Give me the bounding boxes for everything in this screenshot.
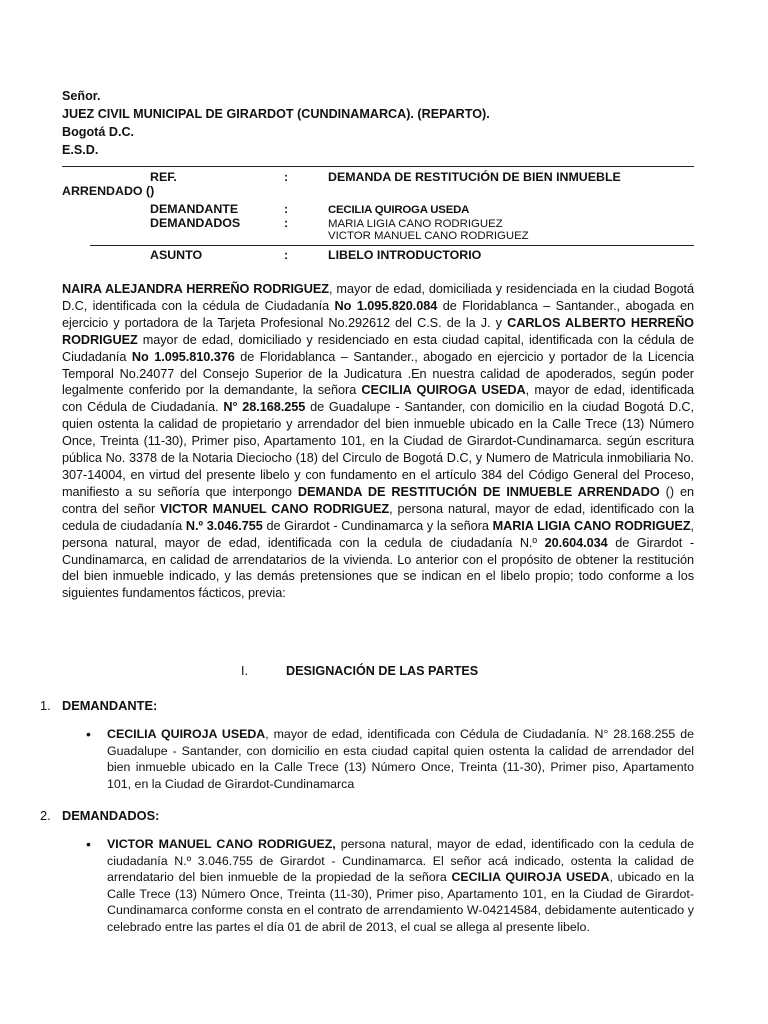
city: Bogotá D.C. <box>62 125 135 139</box>
demandante-label: DEMANDANTE <box>150 202 239 216</box>
list-item-demandado <box>86 836 694 936</box>
plaintiff-name: CECILIA QUIROGA USEDA <box>361 383 526 398</box>
plaintiff-name: CECILIA QUIROJA USEDA <box>107 727 266 741</box>
section-number: I. <box>241 664 248 678</box>
defendant-2-name: MARIA LIGIA CANO RODRIGUEZ <box>492 518 691 533</box>
body-text: , mayor de edad, identificada con Cédula de Ciudadanía. <box>62 383 695 415</box>
bullet-icon: • <box>86 836 91 852</box>
body-text: , persona natural, mayor de edad, identificada con la cedula de ciudadanía N.º <box>62 518 694 550</box>
salutation: Señor. <box>62 89 101 103</box>
item-heading-demandante <box>40 698 157 713</box>
body-text: de Guadalupe - Santander, con domicilio en la ciudad Bogotá D.C, quien ostenta la calidad de propietario y arrendador del bien inmueble ubicado en la Calle Trece (13) Número Once, Treinta (11-30), Primer piso, Apartamento 101, en la Ciudad de Girardot-Cundinamarca. según escritura pública No. 3378 de la Notaria Dieciocho (18) del Circulo de Bogotá D.C, y Numero de Matricula inmobiliaria No. 307-14004, en virtud del presente libelo y con fundamento en el artículo 384 del Código General del Proceso, manifiesto a su señoría que interpongo <box>62 400 695 499</box>
demandados-row-2 <box>62 230 694 242</box>
item-number: 1. <box>40 698 51 713</box>
demandados-row <box>62 216 694 230</box>
body-text: , mayor de edad, identificada con Cédula de Ciudadanía. N° 28.168.255 de Guadalupe - Santander, con domicilio en esta ciudad capital quien ostenta la calidad de arrendador del bien inmueble ubicado en la Calle Trece (13) Número Once, Treinta (11-30), Primer piso, Apartamento 101, en la Ciudad de Girardot-Cundinamarca <box>107 727 694 791</box>
claim-title: DEMANDA DE RESTITUCIÓN DE INMUEBLE ARRENDADO <box>297 484 660 499</box>
demandante-colon: : <box>284 202 289 216</box>
demandante-row <box>62 202 694 216</box>
body-text: de Girardot - Cundinamarca, en calidad de arrendatarios de la vivienda. Lo anterior con el propósito de obtener la restitución del bien inmueble indicado, y las demás pretensiones que se indican en el libelo propio; todo conforme a los siguientes fundamentos fácticos, previa: <box>62 535 694 601</box>
esd-line: E.S.D. <box>62 143 99 157</box>
defendant-1-name: VICTOR MANUEL CANO RODRIGUEZ <box>160 501 390 516</box>
body-text: , ubicado en la Calle Trece (13) Número Once, Treinta (11-30), Primer piso, Apartamento 101, en la Ciudad de Girardot-Cundinamarca conforme consta en el contrato de arrendamiento W-04214584, debidamente autenticado y celebrado entre las partes el día 01 de abril de 2013, el cual se allega al presente libelo. <box>107 870 694 934</box>
defendant-2-id: 20.604.034 <box>544 535 608 550</box>
demandante-value: CECILIA QUIROGA USEDA <box>328 204 470 216</box>
ref-value-text: DEMANDA DE RESTITUCIÓN DE BIEN INMUEBLE <box>328 170 621 184</box>
body-text: , persona natural, mayor de edad, identificado con la cedula de ciudadanía <box>62 501 695 533</box>
list-item-text <box>107 836 694 936</box>
ref-value-continuation: ARRENDADO () <box>62 184 155 198</box>
ref-label: REF. <box>150 170 177 184</box>
demandados-colon: : <box>284 216 289 230</box>
reference-block <box>62 166 694 262</box>
defendant-name: VICTOR MANUEL CANO RODRIGUEZ, <box>107 837 336 851</box>
reference-bottom-rule <box>90 245 694 246</box>
ref-value <box>328 170 694 184</box>
section-title: DESIGNACIÓN DE LAS PARTES <box>286 664 479 678</box>
body-text: de Floridablanca – Santander., abogado en ejercicio y portador de la Licencia Temporal No.24077 del Consejo Superior de la Judicatura .En nuestra calidad de apoderados, según poder legalmente conferido por la demandante, la señora <box>62 349 694 398</box>
body-text: , mayor de edad, domiciliada y residenciada en la ciudad Bogotá D.C, identificada con la cédula de Ciudadanía <box>62 282 694 313</box>
ref-colon: : <box>284 170 289 184</box>
ref-row <box>62 170 694 184</box>
attorney-1-id: No 1.095.820.084 <box>334 298 438 313</box>
asunto-colon: : <box>284 248 289 262</box>
item-heading-demandados <box>40 808 159 823</box>
asunto-label: ASUNTO <box>150 248 203 262</box>
asunto-row <box>62 248 694 262</box>
attorney-1-name: NAIRA ALEJANDRA HERREÑO RODRIGUEZ <box>62 282 329 296</box>
defendant-1-id: N.º 3.046.755 <box>185 518 263 533</box>
plaintiff-name: CECILIA QUIROJA USEDA <box>451 870 610 885</box>
body-text: persona natural, mayor de edad, identificado con la cedula de ciudadanía N.º 3.046.755 de Girardot - Cundinamarca. El señor acá indicado, ostenta la calidad de arrendatario del bien inmueble de la propiedad de la señora <box>107 837 694 885</box>
bullet-icon: • <box>86 726 91 742</box>
demandado-1: MARIA LIGIA CANO RODRIGUEZ <box>328 218 503 230</box>
body-text: () en contra del señor <box>62 484 695 516</box>
body-text: de Girardot - Cundinamarca y la señora <box>262 518 493 533</box>
asunto-value: LIBELO INTRODUCTORIO <box>328 248 482 262</box>
attorney-2-name: CARLOS ALBERTO HERREÑO RODRIGUEZ <box>62 315 694 347</box>
demandados-label: DEMANDADOS <box>150 216 241 230</box>
court-name: JUEZ CIVIL MUNICIPAL DE GIRARDOT (CUNDINAMARCA). (REPARTO). <box>62 107 490 121</box>
reference-top-rule <box>62 166 694 167</box>
item-number: 2. <box>40 808 51 823</box>
body-text: de Floridablanca – Santander., abogada en ejercicio y portadora de la Tarjeta Profesional No.292612 del C.S. de la J. y <box>62 298 694 330</box>
list-item-text <box>107 726 694 792</box>
item-title: DEMANDADOS: <box>62 808 160 823</box>
addressee-block <box>62 87 490 159</box>
item-title: DEMANDANTE: <box>62 698 158 713</box>
attorney-2-id: No 1.095.810.376 <box>131 349 235 364</box>
demandado-2: VICTOR MANUEL CANO RODRIGUEZ <box>328 230 529 242</box>
body-text: mayor de edad, domiciliado y residenciado en esta ciudad capital, identificada con la cédula de Ciudadanía <box>62 332 694 364</box>
plaintiff-id: N° 28.168.255 <box>223 400 306 415</box>
list-item-demandante <box>86 726 694 792</box>
introductory-paragraph <box>62 281 694 602</box>
